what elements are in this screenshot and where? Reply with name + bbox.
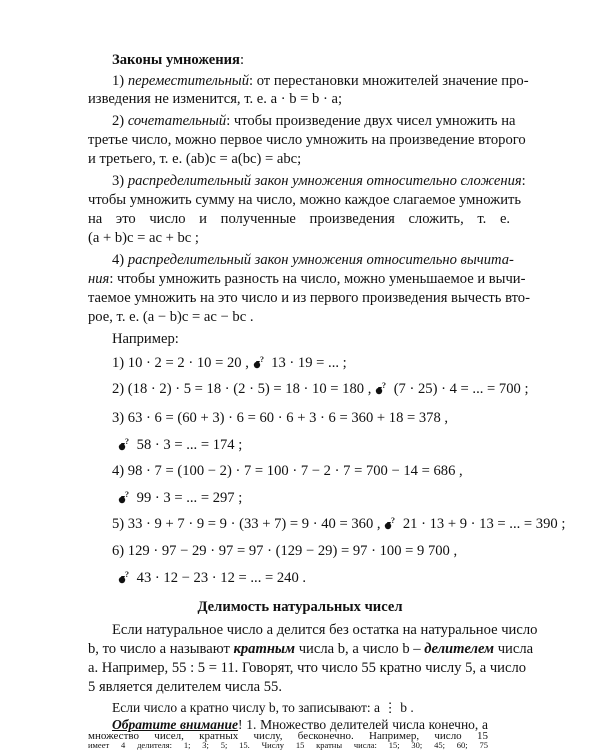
law2-line2: третье число, можно первое число умножить на произведение второго [88,132,526,148]
divisibility-p1-line2: b, то число a называют кратным числа b, а число b – делителем числа [88,641,534,657]
svg-text:?: ? [125,437,129,446]
law4-line3: таемое умножить на это число и из первого произведения вычесть вто- [88,290,530,306]
divisibility-p1-line4: 5 является делителем числа 55. [88,679,282,695]
example-4-question: ? 99 · 3 = ... = 297 ; [118,489,242,507]
law4-line2: ния: чтобы умножить разность на число, можно уменьшаемое и вычи- [88,271,526,287]
example-5: 5) 33 · 9 + 7 · 9 = 9 · (33 + 7) = 9 · 40 = 360 , ? 21 · 13 + 9 · 13 = ... = 390 ; [112,516,566,532]
question-icon [253,355,266,369]
law2-line3: и третьего, т. е. (ab)c = a(bc) = abc; [88,151,302,167]
law1-line2: изведения не изменится, т. е. a · b = b · a; [88,91,343,107]
law3-line3: на это число и полученные произведения сложить, т. е. [88,211,511,227]
law3-line2: чтобы умножить сумму на число, можно каждое слагаемое умножить [88,192,522,208]
question-icon [375,381,388,395]
attention-line1: Обратите внимание! 1. Множество делителей числа конечно, а [112,717,488,732]
example-4: 4) 98 · 7 = (100 − 2) · 7 = 100 · 7 − 2 · 7 = 700 − 14 = 686 , [112,463,463,479]
attention-line3: имеет 4 делителя: 1; 3; 5; 15. Числу 15 кратны числа: 15; 30; 45; 60; 75 [88,740,488,750]
attention-line2: множество чисел, кратных числу, бесконечно. Например, число 15 [88,730,488,742]
section-title-divisibility: Делимость натуральных чисел [197,599,403,615]
example-1: 1) 10 · 2 = 2 · 10 = 20 , ? 13 · 19 = ... ; [112,355,347,371]
svg-text:?: ? [382,381,387,390]
divisibility-p2: Если число a кратно числу b, то записывают: a ⋮ b . [112,700,414,715]
law4-line1: 4) распределительный закон умножения относительно вычита- [112,252,514,268]
example-3: 3) 63 · 6 = (60 + 3) · 6 = 60 · 6 + 3 · 6 = 360 + 18 = 378 , [112,410,449,426]
question-icon [118,490,131,504]
examples-intro: Например: [112,331,179,347]
example-6: 6) 129 · 97 − 29 · 97 = 97 · (129 − 29) = 97 · 100 = 9 700 , [112,543,458,559]
example-3-question: ? 58 · 3 = ... = 174 ; [118,436,242,454]
law4-line4: рое, т. е. (a − b)c = ac − bc . [88,309,254,325]
question-icon [384,516,397,530]
question-icon [118,437,131,451]
svg-text:?: ? [125,570,129,579]
divisibility-p1-line1: Если натуральное число a делится без остатка на натуральное число [112,622,538,638]
svg-text:?: ? [391,516,396,525]
law2-line1: 2) сочетательный: чтобы произведение двух чисел умножить на [112,113,516,129]
divisibility-p1-line3: a. Например, 55 : 5 = 11. Говорят, что число 55 кратно числу 5, а число [88,660,527,676]
law1-line1: 1) переместительный: от перестановки множителей значение про- [112,73,529,89]
svg-text:?: ? [125,490,129,499]
svg-text:?: ? [259,355,264,364]
law3-line1: 3) распределительный закон умножения относительно сложения: [112,173,526,189]
question-icon [118,570,131,584]
example-2: 2) (18 · 2) · 5 = 18 · (2 · 5) = 18 · 10 = 180 , ? (7 · 25) · 4 = ... = 700 ; [112,381,529,397]
section-title-multiplication-laws: Законы умножения: [112,52,244,68]
law3-line4: (a + b)c = ac + bc ; [88,230,199,246]
example-6-question: ? 43 · 12 − 23 · 12 = ... = 240 . [118,569,306,587]
